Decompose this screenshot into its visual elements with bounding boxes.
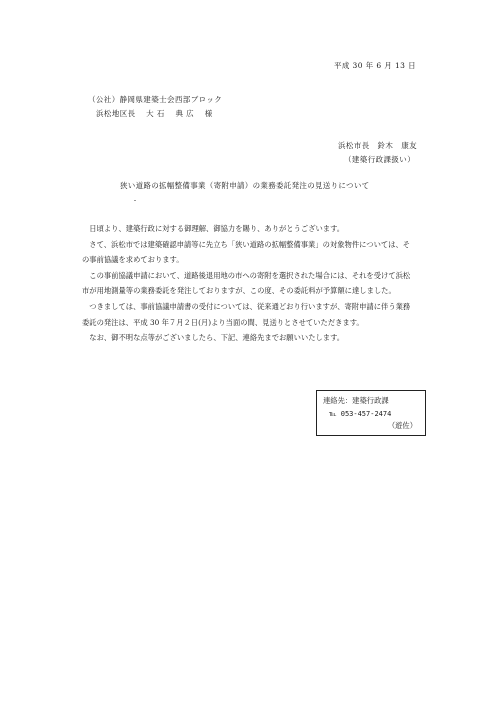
recipient-organization: （公社）静岡県建築士会西部ブロック	[88, 95, 223, 104]
scan-speck	[134, 200, 136, 201]
contact-phone: ℡ 053-457-2474	[329, 409, 392, 418]
document-body	[82, 221, 412, 346]
document-date: 平成 30 年 6 月 13 日	[333, 61, 416, 70]
paragraph-inquiry: なお、御不明な点等がございましたら、下記、連絡先までお願いいたします。	[82, 333, 345, 343]
paragraph-budget: この事前協議申請において、道路後退用地の市への寄附を選択された場合には、それを受けて浜松市が用地測量等の業務委託を発注しておりますが、この度、その委託料が予算額に達しました。	[82, 270, 411, 296]
paragraph-background: さて、浜松市では建築確認申請等に先立ち「狭い道路の拡幅整備事業」の対象物件については、その事前協議を求めております。	[82, 239, 411, 265]
recipient-name: 浜松地区長 大 石 典 広 様	[96, 109, 213, 118]
contact-staff: （遊佐）	[387, 421, 417, 430]
paragraph-greeting: 日頃より、建築行政に対する御理解、御協力を賜り、ありがとうございます。	[82, 224, 345, 233]
sender-department: （建築行政課扱い）	[344, 155, 416, 164]
paragraph-suspension: つきましては、事前協議申請書の受付については、従来通どおり行いますが、寄附申請に伴う業務委託の発注は、平成 30 年７月２日(月)より当面の間、見送りとさせていただきます。	[82, 301, 411, 327]
document-title: 狭い道路の拡幅整備事業（寄附申請）の業務委託発注の見送りについて	[120, 181, 370, 190]
contact-box	[316, 390, 426, 436]
contact-label: 連絡先：建築行政課	[323, 396, 389, 405]
sender-name: 浜松市長 鈴木 康友	[338, 141, 417, 150]
